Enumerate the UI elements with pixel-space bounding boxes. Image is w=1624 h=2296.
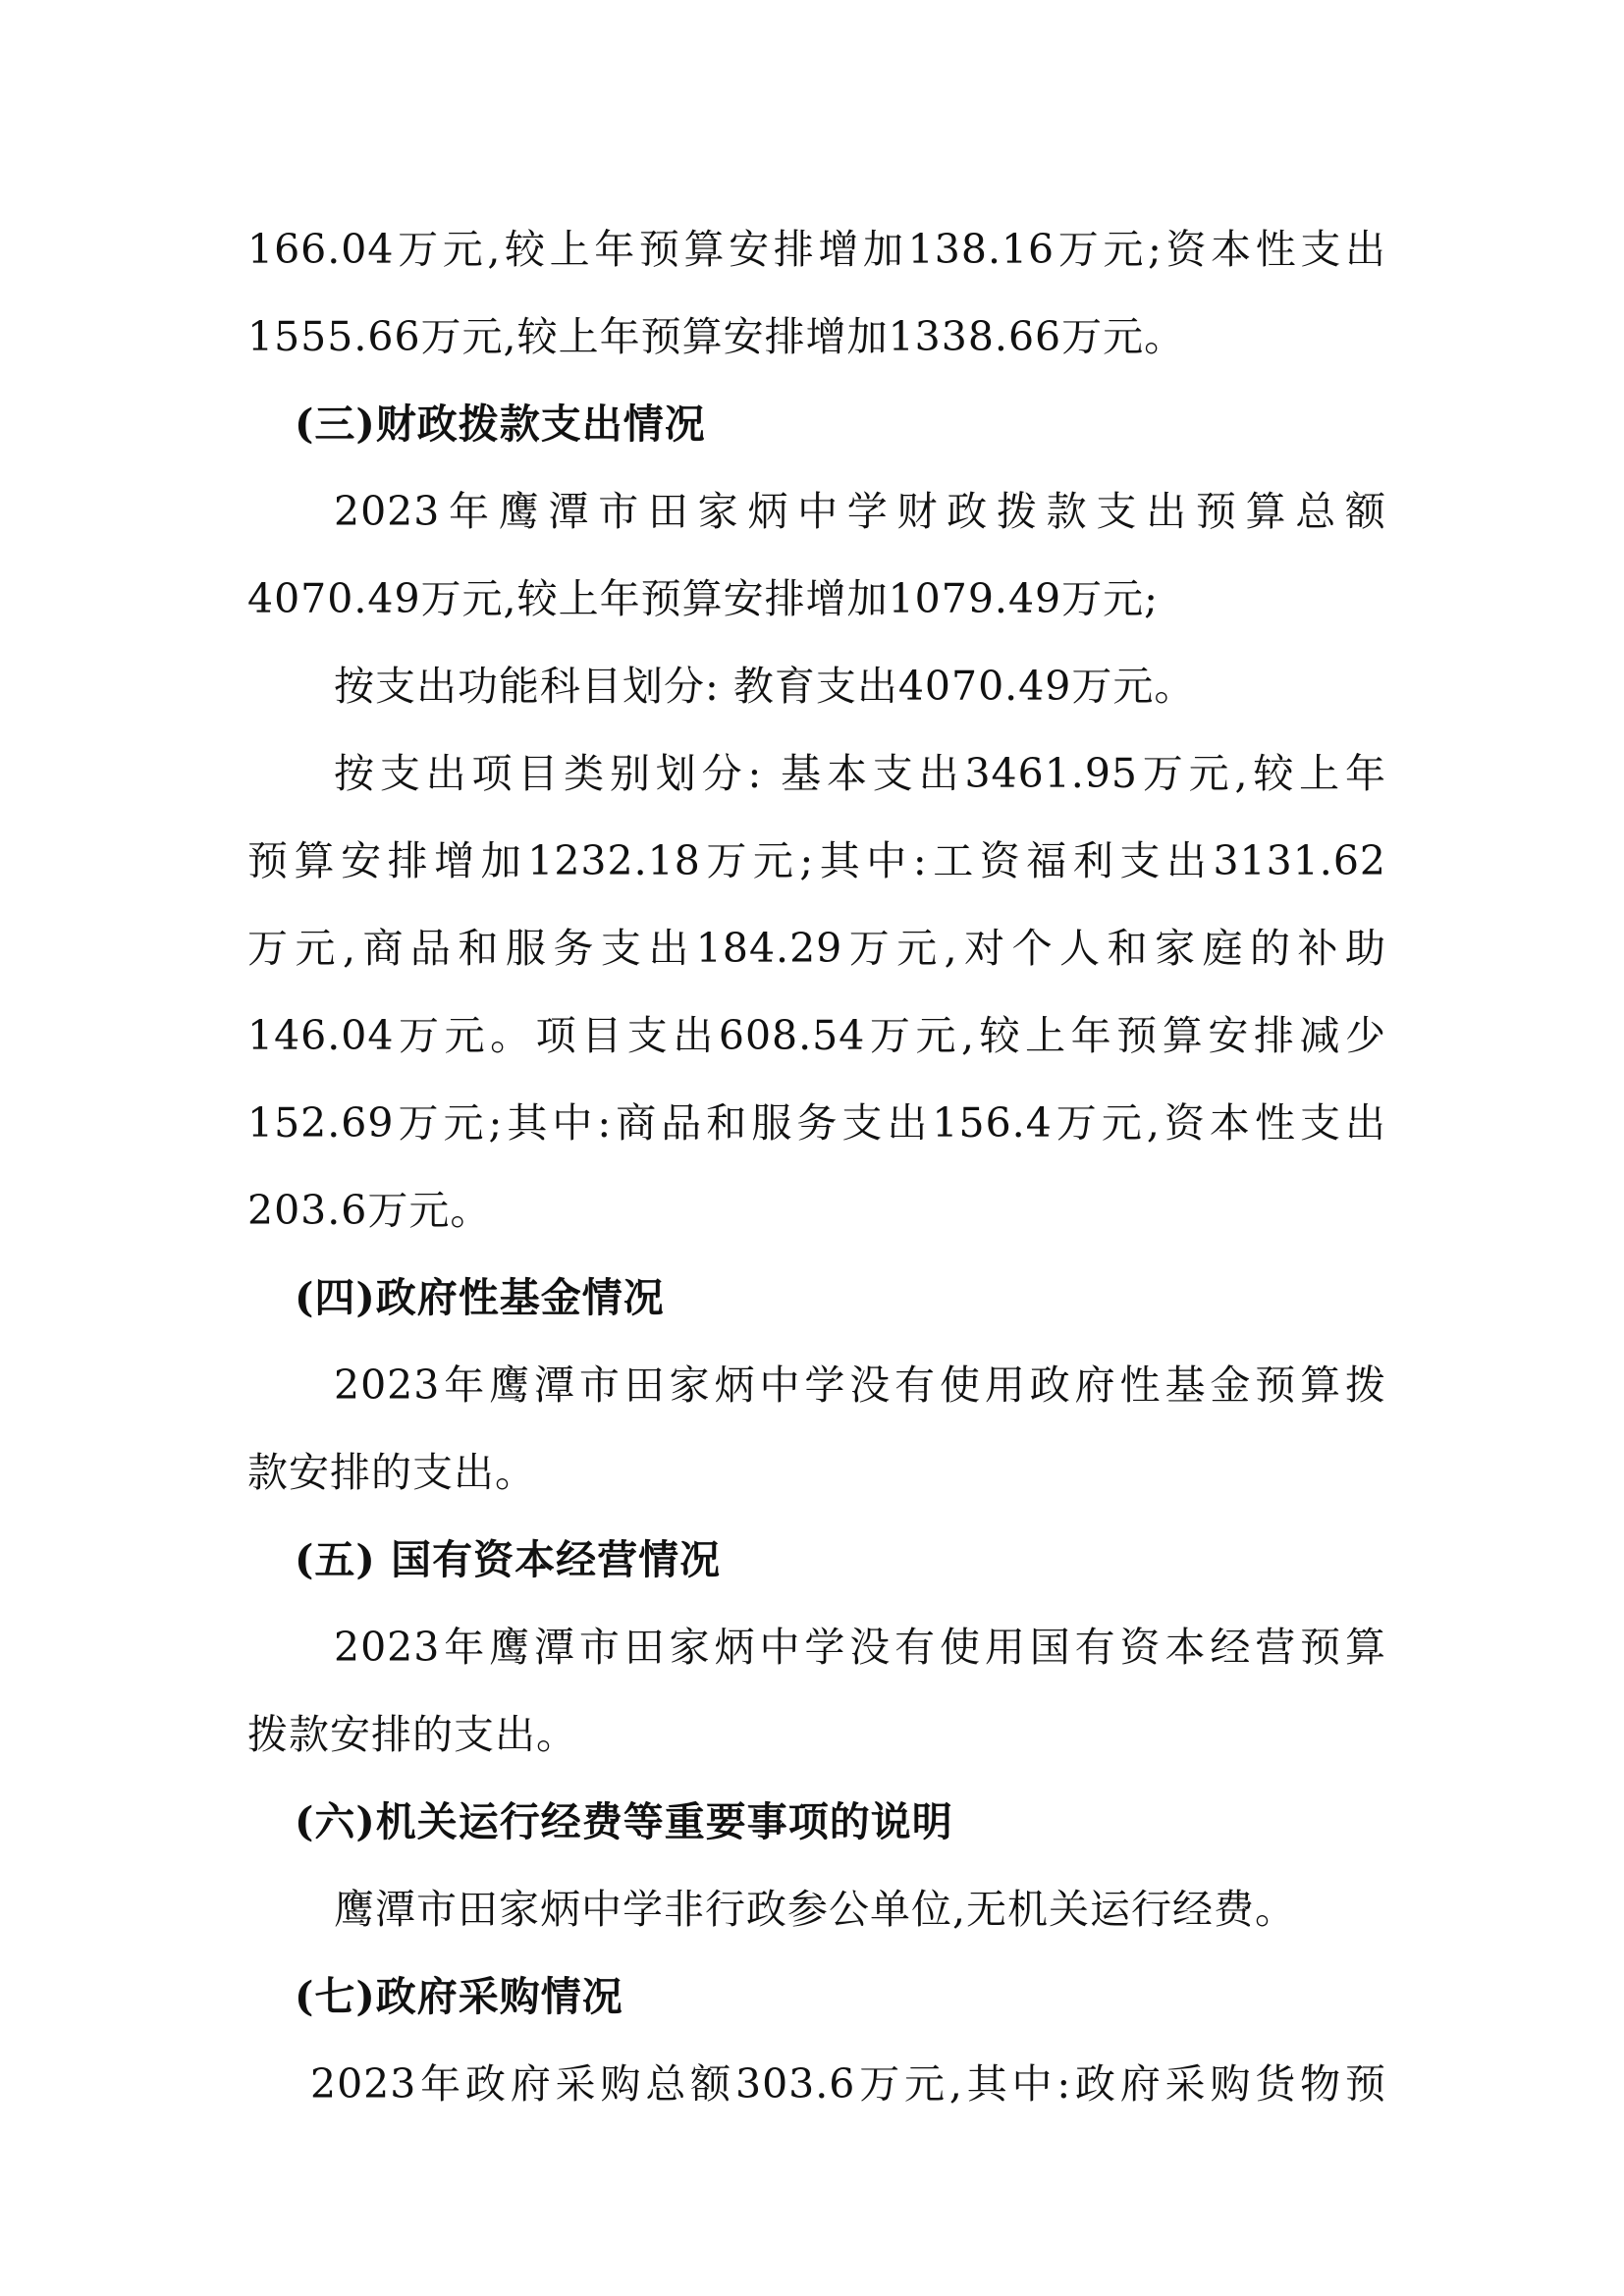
paragraph-line: 万元,商品和服务支出184.29万元,对个人和家庭的补助	[247, 925, 1386, 972]
paragraph-line: 款安排的支出。	[247, 1449, 536, 1496]
paragraph-line: 2023年鹰潭市田家炳中学没有使用政府性基金预算拨	[334, 1362, 1386, 1409]
section-heading: (四)政府性基金情况	[295, 1274, 665, 1321]
paragraph-line: 203.6万元。	[247, 1187, 492, 1234]
paragraph-line: 4070.49万元,较上年预算安排增加1079.49万元;	[247, 575, 1159, 622]
paragraph-line: 2023年鹰潭市田家炳中学财政拨款支出预算总额	[334, 488, 1386, 535]
paragraph-line: 2023年政府采购总额303.6万元,其中:政府采购货物预	[310, 2060, 1386, 2108]
section-heading: (七)政府采购情况	[295, 1973, 623, 2020]
paragraph-line: 拨款安排的支出。	[247, 1711, 577, 1758]
paragraph-line: 146.04万元。项目支出608.54万元,较上年预算安排减少	[247, 1012, 1386, 1059]
paragraph-line: 152.69万元;其中:商品和服务支出156.4万元,资本性支出	[247, 1099, 1386, 1147]
paragraph-line: 按支出功能科目划分: 教育支出4070.49万元。	[334, 663, 1196, 710]
paragraph-line: 2023年鹰潭市田家炳中学没有使用国有资本经营预算	[334, 1624, 1386, 1671]
paragraph-line: 按支出项目类别划分: 基本支出3461.95万元,较上年	[334, 750, 1386, 797]
paragraph-line: 1555.66万元,较上年预算安排增加1338.66万元。	[247, 313, 1186, 360]
section-heading: (三)财政拨款支出情况	[295, 400, 706, 448]
section-heading: (五) 国有资本经营情况	[295, 1536, 722, 1583]
paragraph-line: 166.04万元,较上年预算安排增加138.16万元;资本性支出	[247, 226, 1386, 273]
section-heading: (六)机关运行经费等重要事项的说明	[295, 1798, 953, 1845]
document-body	[247, 206, 1386, 2128]
paragraph-line: 预算安排增加1232.18万元;其中:工资福利支出3131.62	[247, 837, 1386, 884]
paragraph-line: 鹰潭市田家炳中学非行政参公单位,无机关运行经费。	[334, 1886, 1297, 1933]
